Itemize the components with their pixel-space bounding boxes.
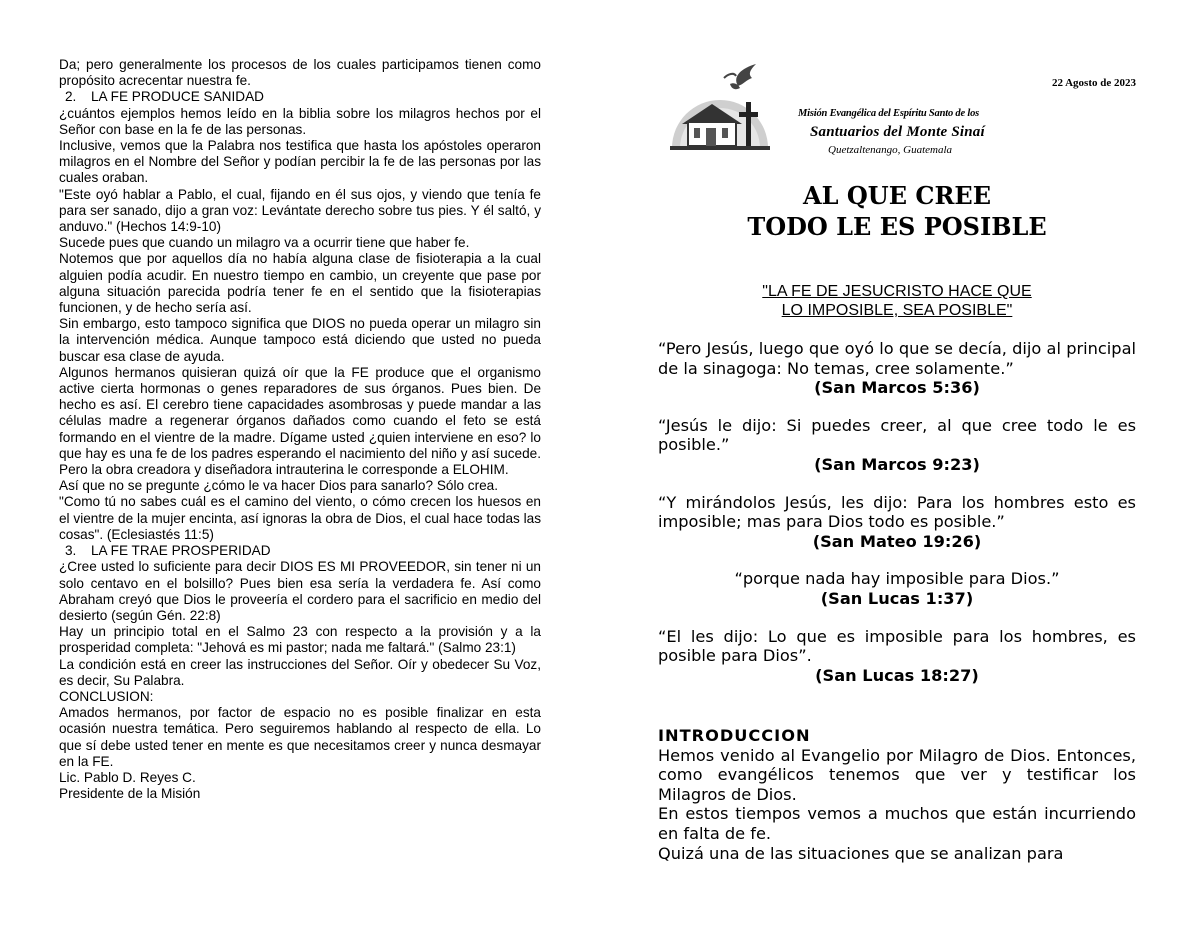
numbered-heading — [59, 543, 541, 559]
title-line: AL QUE CREE — [803, 181, 991, 210]
verse-quote: “Y mirándolos Jesús, les dijo: Para los hombres esto es imposible; mas para Dios todo es posible.” — [658, 492, 1136, 532]
org-name-line2: Santuarios del Monte Sinaí — [810, 124, 985, 140]
paragraph: ¿cuántos ejemplos hemos leído en la biblia sobre los milagros hechos por el Señor con base en la fe de las personas. — [59, 105, 541, 137]
introduction-paragraph: Hemos venido al Evangelio por Milagro de Dios. Entonces, como evangélicos tenemos que ver y testificar los Milagros de Dios. — [658, 745, 1136, 804]
subtitle-line: "LA FE DE JESUCRISTO HACE QUE — [762, 283, 1032, 300]
numbered-heading — [59, 89, 541, 105]
paragraph: Sucede pues que cuando un milagro va a ocurrir tiene que haber fe. — [59, 235, 470, 251]
paragraph: Da; pero generalmente los procesos de los cuales participamos tienen como propósito acrecentar nuestra fe. — [59, 57, 541, 89]
heading-number: 2. — [65, 89, 77, 105]
date-text: 22 Agosto de 2023 — [1051, 77, 1136, 89]
introduction-section — [658, 726, 1136, 863]
verse-reference: (San Mateo 19:26) — [812, 531, 982, 551]
paragraph: Notemos que por aquellos día no había alguna clase de fisioterapia a la cual alguien podía acudir. En nuestro tiempo en cambio, un creyente que pase por alguna situación parecida podría tener fe en el sentido que la fisioterapias funcionen, y de hecho sería así. — [59, 251, 541, 316]
verse-item — [658, 339, 1136, 398]
church-dove-logo-icon — [664, 60, 774, 160]
signature-name: Lic. Pablo D. Reyes C. — [59, 769, 196, 785]
heading-text: LA FE TRAE PROSPERIDAD — [91, 543, 271, 559]
title-line: TODO LE ES POSIBLE — [747, 212, 1047, 241]
verse-item — [658, 493, 1136, 552]
paragraph: Algunos hermanos quisieran quizá oír que la FE produce que el organismo active cierta hormonas o genes reparadores de sus órganos. Pues bien. De hecho es así. El cerebro tiene capacidades asombrosas y puede mandar a las células madre a regenerar órganos dañados como cuando el feto se está formando en el vientre de la madre. Dígame usted ¿quien interviene en eso? lo que hay es una fe de los padres esperando el nacimiento del niño y así sucede. Pero la obra creadora y diseñadora intrauterina le corresponde a ELOHIM. — [59, 364, 541, 478]
org-name-line1: Misión Evangélica del Espíritu Santo de los — [798, 108, 980, 119]
introduction-paragraph: Quizá una de las situaciones que se analizan para — [658, 843, 1064, 863]
verse-quote: “El les dijo: Lo que es imposible para los hombres, es posible para Dios”. — [658, 626, 1136, 666]
conclusion-heading: CONCLUSION: — [59, 688, 154, 704]
heading-number: 3. — [65, 543, 77, 559]
introduction-paragraph: En estos tiempos vemos a muchos que están incurriendo en falta de fe. — [658, 804, 1136, 843]
left-column — [59, 57, 541, 802]
paragraph: Inclusive, vemos que la Palabra nos testifica que hasta los apóstoles operaron milagros en el Nombre del Señor y podían percibir la fe de las personas por las cuales oraban. — [59, 138, 541, 186]
paragraph: ¿Cree usted lo suficiente para decir DIOS ES MI PROVEEDOR, sin tener ni un solo centavo en el bolsillo? Pues bien esa sería la verdadera fe. Así como Abraham creyó que Dios le proveería el cordero para el sacrificio en medio del desierto (según Gén. 22:8) — [59, 559, 541, 623]
paragraph: Así que no se pregunte ¿cómo le va hacer Dios para sanarlo? Sólo crea. — [59, 478, 499, 494]
verse-quote: “Pero Jesús, luego que oyó lo que se decía, dijo al principal de la sinagoga: No temas, cree solamente.” — [658, 339, 1136, 378]
verse-item — [658, 416, 1136, 475]
verse-reference: (San Lucas 18:27) — [815, 665, 979, 685]
paragraph: Hay un principio total en el Salmo 23 con respecto a la provisión y a la prosperidad completa: "Jehová es mi pastor; nada me faltará." (Salmo 23:1) — [59, 624, 541, 656]
paragraph: Sin embargo, esto tampoco significa que DIOS no pueda operar un milagro sin la intervención médica. Aunque tampoco está diciendo que usted no pueda buscar esa clase de ayuda. — [59, 316, 541, 364]
verse-reference: (San Marcos 9:23) — [814, 454, 980, 474]
heading-text: LA FE PRODUCE SANIDAD — [91, 89, 264, 105]
verse-list — [658, 339, 1136, 703]
subtitle — [658, 282, 1136, 320]
signature-role: Presidente de la Misión — [59, 786, 201, 802]
subtitle-line: LO IMPOSIBLE, SEA POSIBLE" — [781, 302, 1013, 319]
paragraph: "Este oyó hablar a Pablo, el cual, fijando en él sus ojos, y viendo que tenía fe para ser sanado, dijo a gran voz: Levántate derecho sobre tus pies. Y él saltó, y anduvo." (Hechos 14:9-10) — [59, 186, 541, 235]
page-title — [658, 180, 1136, 242]
verse-reference: (San Lucas 1:37) — [820, 588, 974, 608]
paragraph: "Como tú no sabes cuál es el camino del viento, o cómo crecen los huesos en el vientre de la mujer encinta, así ignoras la obra de Dios, el cual hace todas las cosas". (Eclesiastés 11:5) — [59, 494, 541, 542]
verse-quote: “porque nada hay imposible para Dios.” — [734, 569, 1060, 589]
introduction-heading: INTRODUCCION — [658, 726, 811, 745]
org-location: Quetzaltenango, Guatemala — [828, 144, 953, 156]
verse-item — [658, 627, 1136, 686]
verse-quote: “Jesús le dijo: Si puedes creer, al que cree todo le es posible.” — [658, 415, 1136, 455]
paragraph: La condición está en creer las instrucciones del Señor. Oír y obedecer Su Voz, es decir, Su Palabra. — [59, 656, 541, 688]
paragraph: Amados hermanos, por factor de espacio no es posible finalizar en esta ocasión nuestra temática. Pero seguiremos hablando al respecto de ella. Lo que sí debe usted tener en mente es que necesitamos creer y nunca desmayar en la FE. — [59, 705, 541, 769]
verse-item — [658, 569, 1136, 608]
verse-reference: (San Marcos 5:36) — [814, 378, 980, 398]
